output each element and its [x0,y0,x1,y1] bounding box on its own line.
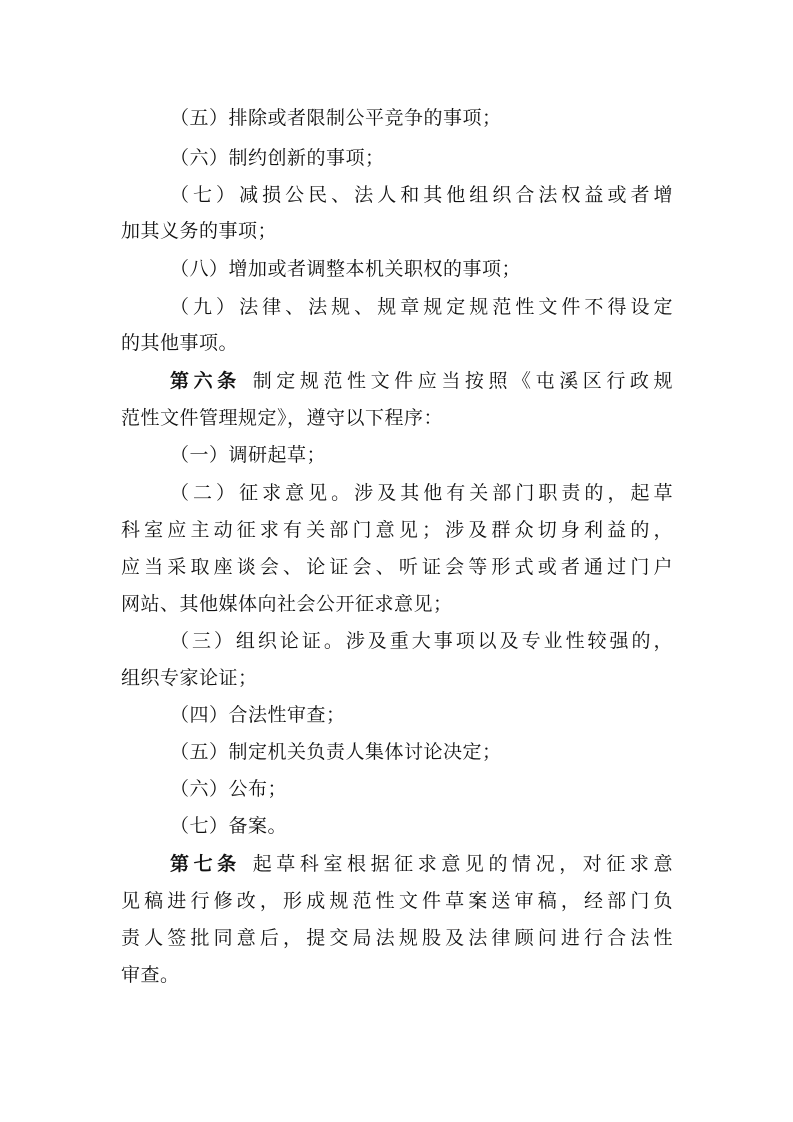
procedure-4-legality-review: （四）合法性审查； [170,704,346,726]
article-6-label: 第六条 [170,370,241,392]
procedure-2-line-2: 科室应主动征求有关部门意见；涉及群众切身利益的， [121,519,673,541]
procedure-2-line-1: （二）征求意见。涉及其他有关部门职责的，起草 [170,482,673,504]
item-7-line-1: （七）减损公民、法人和其他组织合法权益或者增 [170,184,673,206]
procedure-6-publish: （六）公布； [170,778,288,800]
item-6-restrict-innovation: （六）制约创新的事项； [170,147,385,169]
item-9-line-2: 的其他事项。 [121,332,239,354]
item-9-line-1: （九）法律、法规、规章规定规范性文件不得设定 [170,296,673,318]
procedure-3-line-1: （三）组织论证。涉及重大事项以及专业性较强的， [170,630,673,652]
procedure-5-collective-decision: （五）制定机关负责人集体讨论决定； [170,741,502,763]
article-7-text: 起草科室根据征求意见的情况，对征求意 [252,853,673,875]
item-5-restrict-competition: （五）排除或者限制公平竞争的事项； [170,107,502,129]
article-7-line-3: 责人签批同意后，提交局法规股及法律顾问进行合法性 [121,927,673,949]
article-7-line-2: 见稿进行修改，形成规范性文件草案送审稿，经部门负 [121,890,673,912]
procedure-7-record: （七）备案。 [170,815,288,837]
item-8-increase-powers: （八）增加或者调整本机关职权的事项； [170,258,522,280]
article-7-label: 第七条 [170,853,241,875]
article-6-line-1 [170,363,673,399]
article-7-line-1 [170,846,673,882]
procedure-2-line-4: 网站、其他媒体向社会公开征求意见； [121,593,453,615]
procedure-3-line-2: 组织专家论证； [121,667,258,689]
article-7-line-4: 审查。 [121,964,180,986]
article-6-line-2: 范性文件管理规定》，遵守以下程序： [121,407,444,429]
article-6-text: 制定规范性文件应当按照《屯溪区行政规 [252,370,673,392]
procedure-1-drafting: （一）调研起草； [170,444,327,466]
procedure-2-line-3: 应当采取座谈会、论证会、听证会等形式或者通过门户 [121,556,673,578]
item-7-line-2: 加其义务的事项； [121,220,278,242]
